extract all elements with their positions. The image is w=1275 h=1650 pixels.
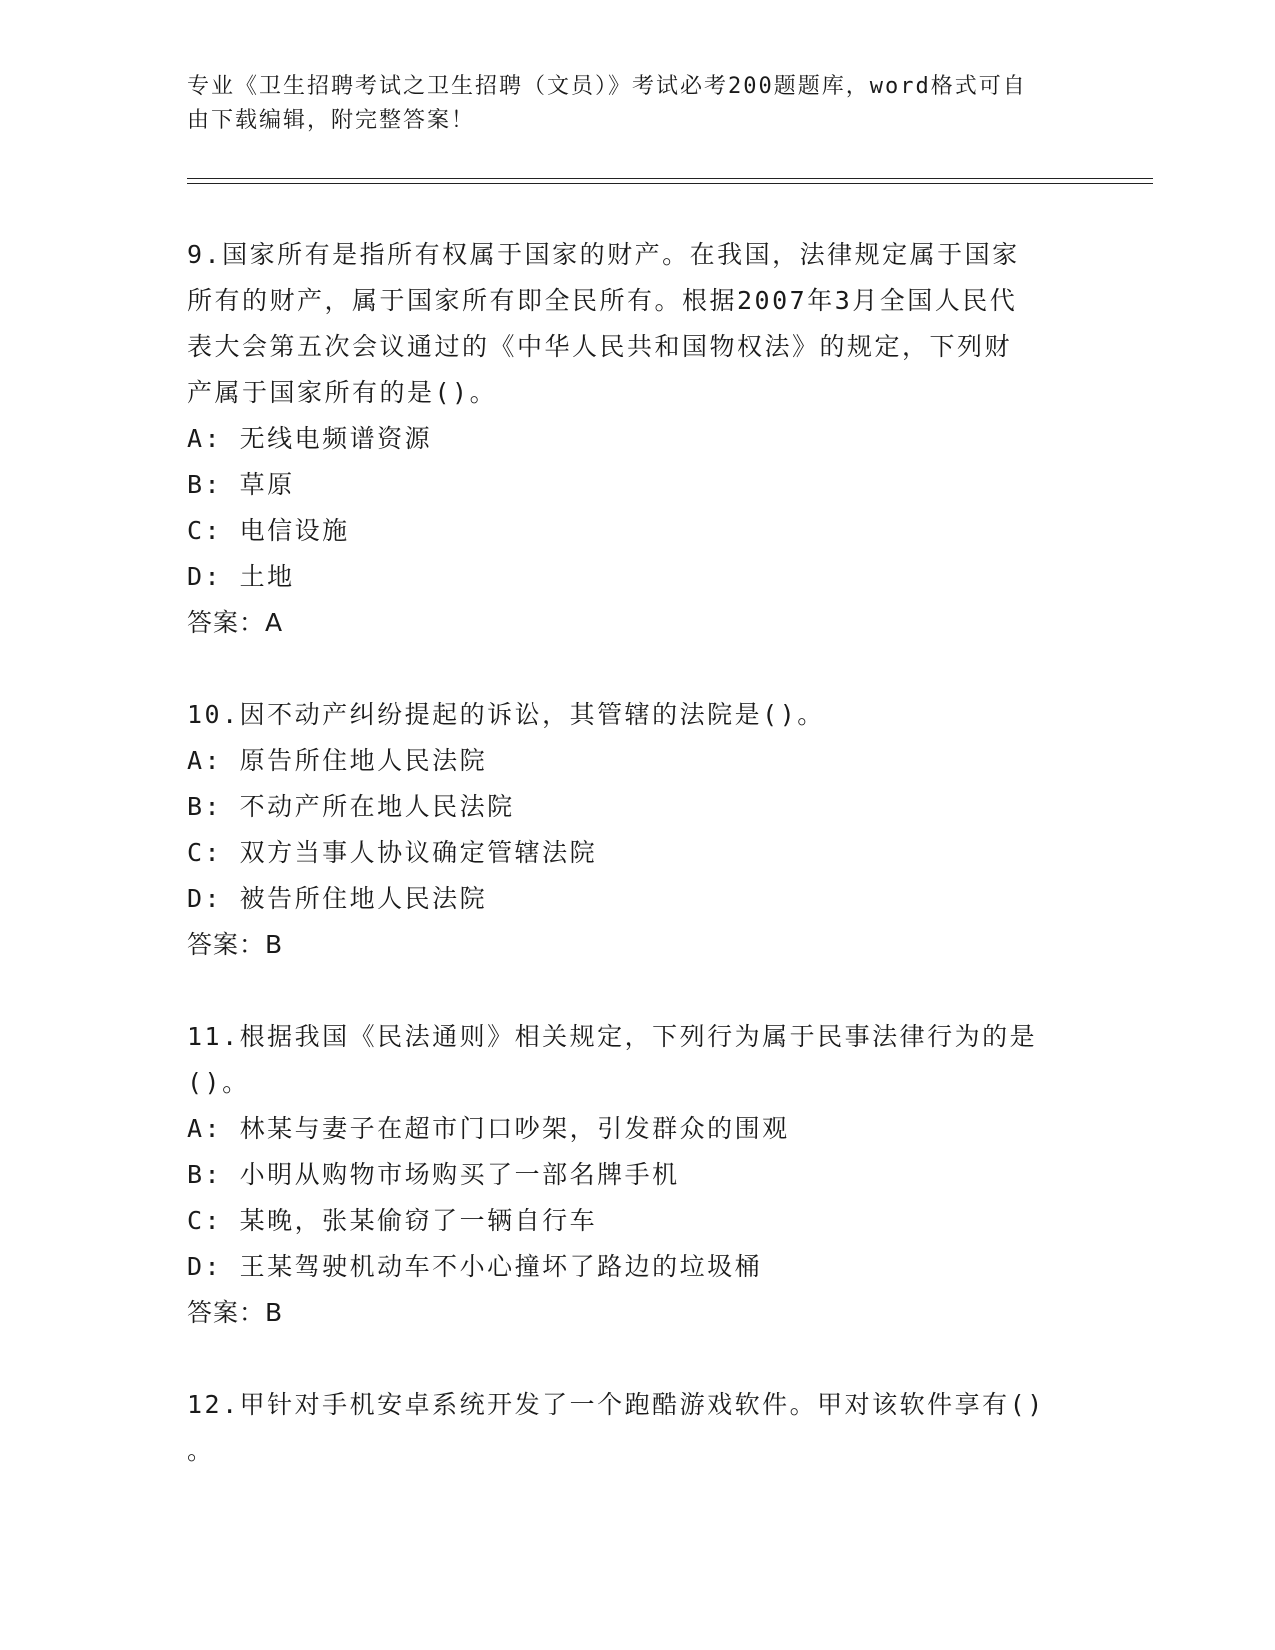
option-d: D: 王某驾驶机动车不小心撞坏了路边的垃圾桶 [187, 1252, 763, 1281]
option-a: A: 无线电频谱资源 [187, 424, 433, 453]
question-stem-line: 。 [187, 1436, 215, 1465]
question-stem-line: 表大会第五次会议通过的《中华人民共和国物权法》的规定，下列财 [187, 332, 1013, 361]
question-stem-line: 产属于国家所有的是()。 [187, 378, 498, 407]
question-list [187, 232, 1087, 1520]
option-a: A: 原告所住地人民法院 [187, 746, 488, 775]
document-header [187, 70, 1087, 138]
answer-line: 答案：B [187, 1298, 284, 1327]
question-stem-line: 12.甲针对手机安卓系统开发了一个跑酷游戏软件。甲对该软件享有() [187, 1390, 1045, 1419]
option-b: B: 小明从购物市场购买了一部名牌手机 [187, 1160, 680, 1189]
question-stem-line: ()。 [187, 1068, 250, 1097]
option-d: D: 被告所住地人民法院 [187, 884, 488, 913]
question-stem-line: 10.因不动产纠纷提起的诉讼，其管辖的法院是()。 [187, 700, 825, 729]
question-12 [187, 1382, 1087, 1474]
option-c: C: 某晚，张某偷窃了一辆自行车 [187, 1206, 598, 1235]
question-10 [187, 692, 1087, 968]
option-a: A: 林某与妻子在超市门口吵架，引发群众的围观 [187, 1114, 790, 1143]
header-line-2: 由下载编辑，附完整答案！ [187, 108, 476, 133]
option-c: C: 电信设施 [187, 516, 350, 545]
question-stem-line: 9.国家所有是指所有权属于国家的财产。在我国，法律规定属于国家 [187, 240, 1020, 269]
question-stem-line: 11.根据我国《民法通则》相关规定，下列行为属于民事法律行为的是 [187, 1022, 1038, 1051]
option-b: B: 草原 [187, 470, 295, 499]
header-divider-bottom [187, 183, 1153, 184]
question-stem-line: 所有的财产，属于国家所有即全民所有。根据2007年3月全国人民代 [187, 286, 1018, 315]
header-line-1: 专业《卫生招聘考试之卫生招聘（文员）》考试必考200题题库，word格式可自 [187, 74, 1027, 99]
answer-line: 答案：B [187, 930, 284, 959]
question-11 [187, 1014, 1087, 1336]
answer-line: 答案：A [187, 608, 284, 637]
header-divider-top [187, 178, 1153, 179]
question-9 [187, 232, 1087, 646]
option-d: D: 土地 [187, 562, 295, 591]
option-b: B: 不动产所在地人民法院 [187, 792, 515, 821]
option-c: C: 双方当事人协议确定管辖法院 [187, 838, 598, 867]
